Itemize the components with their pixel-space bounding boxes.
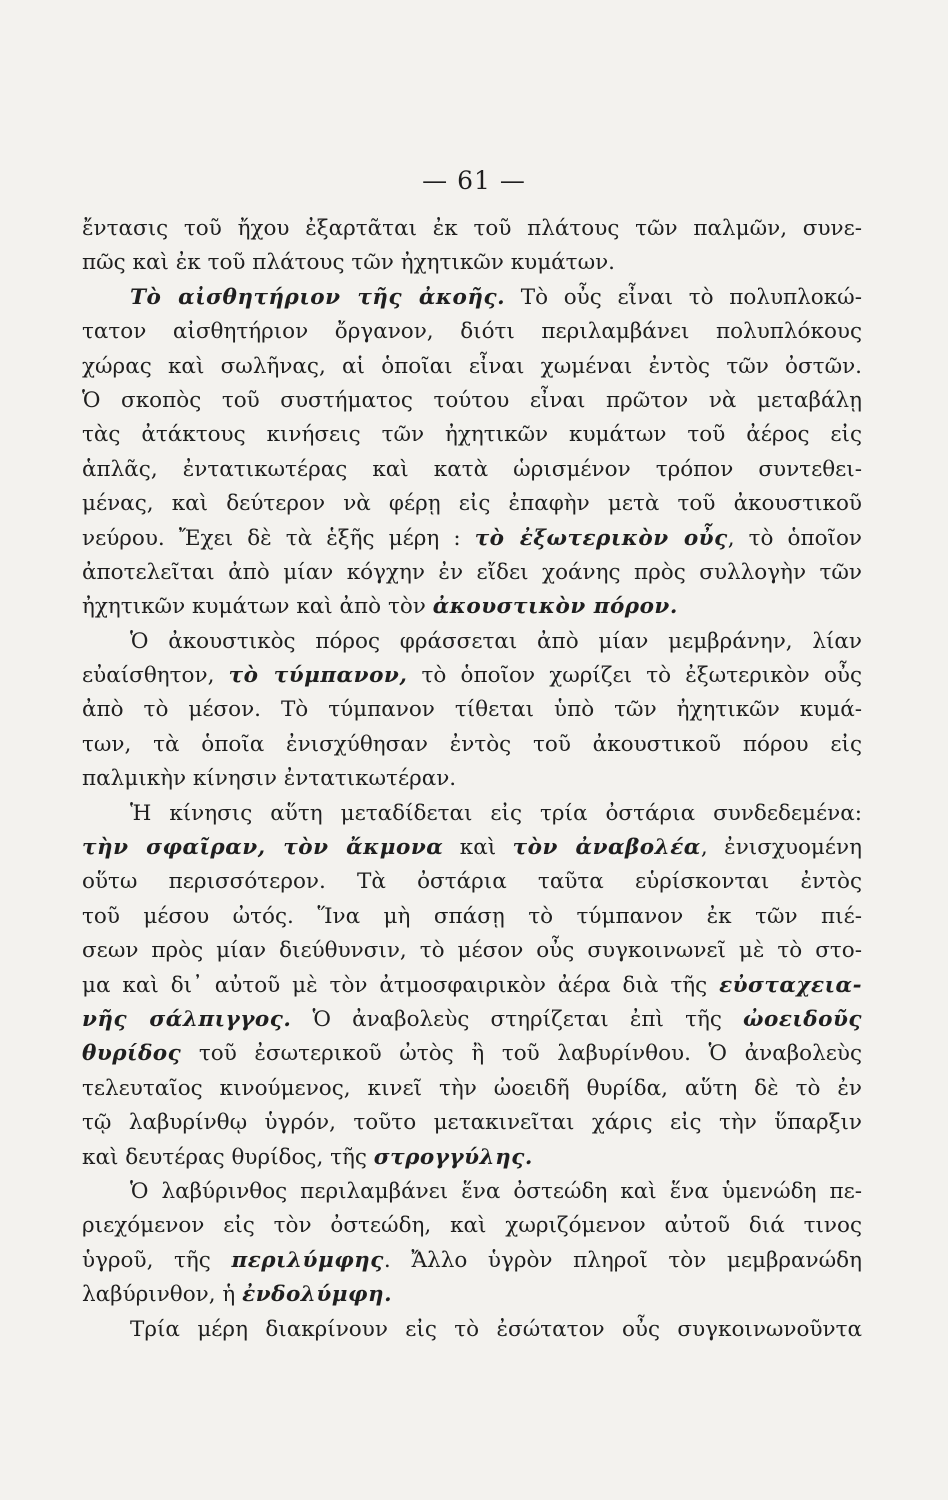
page-number: — 61 — [422, 166, 526, 195]
text-line [82, 900, 862, 934]
text-segment: Τρία μέρη διακρίνουν εἰς τὸ ἐσώτατον οὖς συγκοινωνοῦντα [130, 1316, 862, 1342]
text-segment: χώρας καὶ σωλῆνας, αἱ ὁποῖαι εἶναι χωμέναι ἐντὸς τῶν ὀστῶν. [82, 353, 862, 379]
text-line [82, 418, 862, 452]
text-line [82, 384, 862, 418]
text-segment: ἁπλᾶς, ἐντατικωτέρας καὶ κατὰ ὡρισμένον τρόπον συντεθει- [82, 456, 862, 482]
emphasized-term: εὐσταχεια- [719, 972, 862, 998]
text-segment: μα καὶ δι᾽ αὐτοῦ μὲ τὸν ἀτμοσφαιρικὸν ἀέρα διὰ τῆς [82, 972, 720, 998]
text-line [82, 659, 862, 693]
text-segment: , τὸ ὁποῖον [727, 525, 863, 551]
text-segment: μένας, καὶ δεύτερον νὰ φέρῃ εἰς ἐπαφὴν μετὰ τοῦ ἀκουστικοῦ [82, 491, 862, 517]
text-line [82, 556, 862, 590]
text-line [82, 487, 862, 521]
text-line [82, 1278, 862, 1312]
text-line [82, 315, 862, 349]
text-line [82, 246, 862, 280]
text-line [82, 934, 862, 968]
text-segment: καὶ δευτέρας θυρίδος, τῆς [82, 1144, 374, 1170]
text-segment: τὰς ἀτάκτους κινήσεις τῶν ἠχητικῶν κυμάτων τοῦ ἀέρος εἰς [82, 422, 862, 448]
emphasized-term: τὴν σφαῖραν, τὸν ἄκμονα [82, 835, 444, 861]
emphasized-term: στρογγύλης. [373, 1144, 533, 1170]
text-line [82, 522, 862, 556]
text-segment: Τὸ οὖς εἶναι τὸ πολυπλοκώ- [505, 284, 862, 310]
text-line [82, 1175, 862, 1209]
text-line [82, 831, 862, 865]
emphasized-term: Τὸ αἰσθητήριον τῆς ἀκοῆς. [130, 284, 506, 310]
text-line [82, 969, 862, 1003]
emphasized-term: νῆς σάλπιγγος. [82, 1006, 292, 1032]
text-line [82, 1003, 862, 1037]
text-line [82, 350, 862, 384]
text-segment: ριεχόμενον εἰς τὸν ὀστεώδη, καὶ χωριζόμενον αὐτοῦ διά τινος [82, 1213, 862, 1239]
text-line [82, 1072, 862, 1106]
text-segment: τατον αἰσθητήριον ὄργανον, διότι περιλαμβάνει πολυπλόκους [82, 319, 862, 345]
emphasized-term: τὸ τύμπανον, [228, 663, 408, 689]
text-segment: Ὁ λαβύρινθος περιλαμβάνει ἕνα ὀστεώδη καὶ ἕνα ὑμενώδη πε- [130, 1178, 862, 1204]
text-segment: Ὁ σκοπὸς τοῦ συστήματος τούτου εἶναι πρῶτον νὰ μεταβάλῃ [82, 387, 862, 413]
text-segment: λαβύρινθον, ἡ [82, 1282, 243, 1308]
text-segment: τελευταῖος κινούμενος, κινεῖ τὴν ὠοειδῆ θυρίδα, αὕτη δὲ τὸ ἐν [82, 1075, 862, 1101]
text-segment: ὑγροῦ, τῆς [82, 1247, 232, 1273]
text-segment: των, τὰ ὁποῖα ἐνισχύθησαν ἐντὸς τοῦ ἀκουστικοῦ πόρου εἰς [82, 731, 862, 757]
text-line [82, 1209, 862, 1243]
emphasized-term: ἀκουστικὸν πόρον. [432, 594, 678, 620]
text-segment: Ὁ ἀναβολεὺς στηρίζεται ἐπὶ τῆς [291, 1006, 744, 1032]
text-segment: πῶς καὶ ἐκ τοῦ πλάτους τῶν ἠχητικῶν κυμάτων. [82, 250, 616, 276]
body-text [82, 212, 862, 1347]
emphasized-term: ὠοειδοῦς [743, 1006, 862, 1032]
text-segment: , ἐνισχυομένη [700, 835, 862, 861]
text-segment: . Ἄλλο ὑγρὸν πληροῖ τὸν μεμβρανώδη [383, 1247, 862, 1273]
text-segment: παλμικὴν κίνησιν ἐντατικωτέραν. [82, 766, 457, 792]
text-segment: ἔντασις τοῦ ἤχου ἐξαρτᾶται ἐκ τοῦ πλάτους τῶν παλμῶν, συνε- [82, 216, 862, 241]
emphasized-term: τὸν ἀναβολέα [512, 835, 701, 861]
text-segment: τοῦ ἐσωτερικοῦ ὠτὸς ἢ τοῦ λαβυρίνθου. Ὁ ἀναβολεὺς [181, 1041, 862, 1067]
text-line [82, 453, 862, 487]
text-segment: ἀπὸ τὸ μέσον. Τὸ τύμπανον τίθεται ὑπὸ τῶν ἠχητικῶν κυμά- [82, 697, 862, 723]
text-segment: ἀποτελεῖται ἀπὸ μίαν κόγχην ἐν εἴδει χοάνης πρὸς συλλογὴν τῶν [82, 559, 862, 585]
emphasized-term: τὸ ἐξωτερικὸν οὖς [474, 525, 728, 551]
text-line [82, 1141, 862, 1175]
text-line [82, 281, 862, 315]
text-line [82, 797, 862, 831]
text-line [82, 1037, 862, 1071]
text-segment: Ὁ ἀκουστικὸς πόρος φράσσεται ἀπὸ μίαν μεμβράνην, λίαν [130, 628, 862, 654]
text-segment: σεων πρὸς μίαν διεύθυνσιν, τὸ μέσον οὖς συγκοινωνεῖ μὲ τὸ στο- [82, 938, 862, 964]
text-segment: τοῦ μέσου ὠτός. Ἵνα μὴ σπάσῃ τὸ τύμπανον ἐκ τῶν πιέ- [82, 903, 862, 929]
text-line [82, 1106, 862, 1140]
text-line [82, 865, 862, 899]
text-segment: οὕτω περισσότερον. Τὰ ὀστάρια ταῦτα εὑρίσκονται ἐντὸς [82, 869, 862, 895]
text-line [82, 762, 862, 796]
text-line [82, 728, 862, 762]
emphasized-term: ἐνδολύμφη. [242, 1282, 393, 1308]
emphasized-term: περιλύμφης [231, 1247, 384, 1273]
text-segment: εὐαίσθητον, [82, 663, 229, 689]
text-line [82, 1244, 862, 1278]
text-line [82, 1313, 862, 1347]
text-line [82, 693, 862, 727]
text-line [82, 590, 862, 624]
text-line [82, 625, 862, 659]
text-segment: ἠχητικῶν κυμάτων καὶ ἀπὸ τὸν [82, 594, 433, 620]
text-line [82, 212, 862, 246]
emphasized-term: θυρίδος [82, 1041, 182, 1067]
text-segment: καὶ [443, 835, 513, 861]
text-segment: τῷ λαβυρίνθῳ ὑγρόν, τοῦτο μετακινεῖται χάρις εἰς τὴν ὕπαρξιν [82, 1110, 862, 1136]
text-segment: τὸ ὁποῖον χωρίζει τὸ ἐξωτερικὸν οὖς [407, 663, 862, 689]
text-segment: Ἡ κίνησις αὕτη μεταδίδεται εἰς τρία ὀστάρια συνδεδεμένα: [130, 800, 862, 826]
text-segment: νεύρου. Ἔχει δὲ τὰ ἑξῆς μέρη : [82, 525, 475, 551]
